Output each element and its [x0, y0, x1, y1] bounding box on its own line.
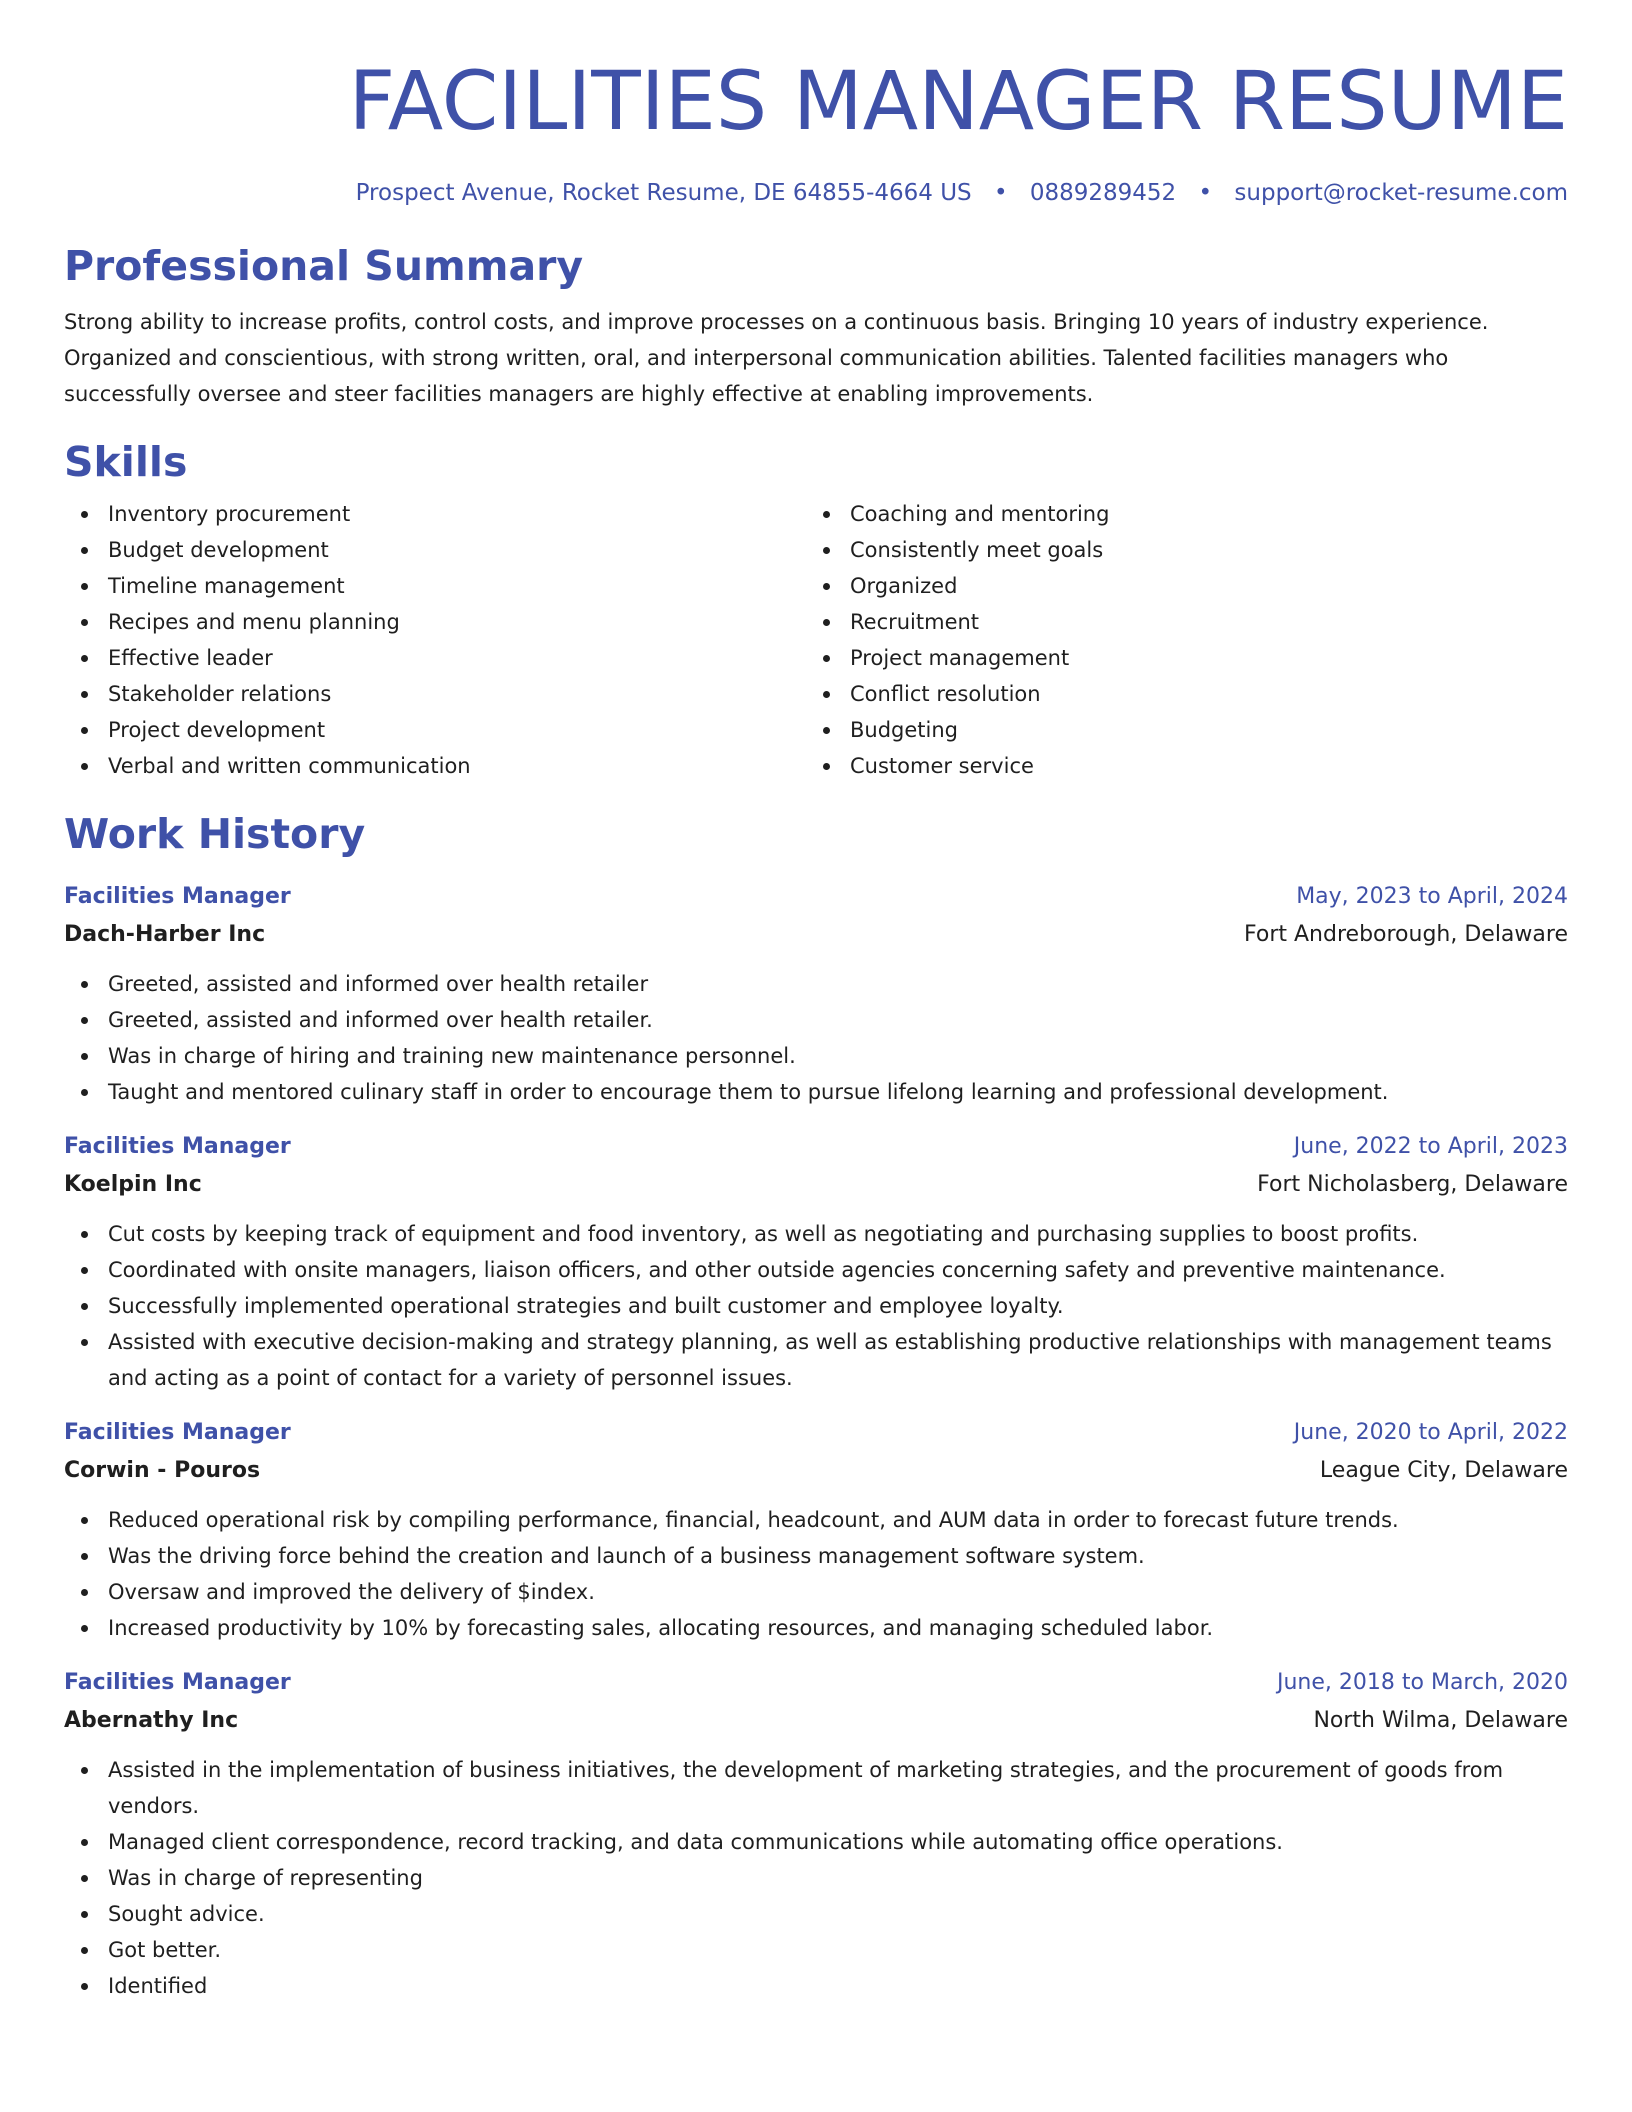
- job-header-row: [64, 1664, 1568, 1702]
- job-bullet: Successfully implemented operational strategies and built customer and employee loyalty.: [64, 1288, 1568, 1324]
- job-bullet: Greeted, assisted and informed over health retailer: [64, 966, 1568, 1002]
- job-bullet: Coordinated with onsite managers, liaison officers, and other outside agencies concerning safety and preventive maintenance.: [64, 1252, 1568, 1288]
- contact-email[interactable]: support@rocket-resume.com: [1234, 180, 1568, 206]
- skills-right-column: [806, 496, 1548, 784]
- job-role: Facilities Manager: [64, 1420, 291, 1445]
- job-bullets: [64, 1752, 1568, 2004]
- skills-columns: [64, 496, 1568, 784]
- job-bullets: [64, 966, 1568, 1110]
- summary-text: Strong ability to increase profits, control costs, and improve processes on a continuous basis. Bringing 10 years of industry experience. Organized and conscientious, with strong written, oral, and interpersonal communication abilities. Talented facilities managers who successfully oversee and steer facilities managers are highly effective at enabling improvements.: [64, 310, 1489, 406]
- job-bullet: Reduced operational risk by compiling performance, financial, headcount, and AUM data in order to forecast future trends.: [64, 1502, 1568, 1538]
- summary-heading: Professional Summary: [64, 242, 584, 290]
- job-role: Facilities Manager: [64, 1670, 291, 1695]
- resume-title: FACILITIES MANAGER RESUME: [348, 55, 1568, 149]
- job-entry: [64, 878, 1568, 1110]
- job-bullet: Identified: [64, 1968, 1568, 2004]
- job-location: North Wilma, Delaware: [1313, 1708, 1568, 1733]
- job-bullet: Got better.: [64, 1932, 1568, 1968]
- skill-item: Customer service: [806, 748, 1548, 784]
- skill-item: Project management: [806, 640, 1548, 676]
- job-dates: June, 2022 to April, 2023: [1293, 1134, 1568, 1159]
- contact-separator: •: [993, 180, 1008, 206]
- job-company-row: [64, 1452, 1568, 1490]
- job-bullet: Greeted, assisted and informed over health retailer.: [64, 1002, 1568, 1038]
- job-bullet: Was the driving force behind the creation and launch of a business management software system.: [64, 1538, 1568, 1574]
- job-bullet: Taught and mentored culinary staff in order to encourage them to pursue lifelong learning and professional development.: [64, 1074, 1568, 1110]
- job-bullets: [64, 1502, 1568, 1646]
- skills-left-column: [64, 496, 806, 784]
- job-company: Corwin - Pouros: [64, 1458, 261, 1483]
- job-entry: [64, 1414, 1568, 1646]
- skill-item: Inventory procurement: [64, 496, 806, 532]
- skill-item: Timeline management: [64, 568, 806, 604]
- work-history-heading: Work History: [64, 810, 366, 858]
- skills-heading: Skills: [64, 438, 188, 486]
- job-company: Abernathy Inc: [64, 1708, 239, 1733]
- job-company-row: [64, 1702, 1568, 1740]
- job-bullet: Increased productivity by 10% by forecasting sales, allocating resources, and managing scheduled labor.: [64, 1610, 1568, 1646]
- job-location: League City, Delaware: [1319, 1458, 1568, 1483]
- skill-item: Recruitment: [806, 604, 1548, 640]
- contact-phone: 0889289452: [1029, 180, 1177, 206]
- job-role: Facilities Manager: [64, 884, 291, 909]
- skill-item: Budgeting: [806, 712, 1548, 748]
- contact-line: [64, 176, 1568, 210]
- job-dates: June, 2018 to March, 2020: [1277, 1670, 1568, 1695]
- job-role: Facilities Manager: [64, 1134, 291, 1159]
- job-bullet: Cut costs by keeping track of equipment and food inventory, as well as negotiating and purchasing supplies to boost profits.: [64, 1216, 1568, 1252]
- skill-item: Project development: [64, 712, 806, 748]
- job-dates: May, 2023 to April, 2024: [1296, 884, 1568, 909]
- skill-item: Conflict resolution: [806, 676, 1548, 712]
- resume-header: [64, 0, 1568, 210]
- skill-item: Effective leader: [64, 640, 806, 676]
- skill-item: Stakeholder relations: [64, 676, 806, 712]
- job-header-row: [64, 878, 1568, 916]
- job-bullet: Sought advice.: [64, 1896, 1568, 1932]
- job-bullet: Was in charge of hiring and training new maintenance personnel.: [64, 1038, 1568, 1074]
- job-bullet: Assisted with executive decision-making and strategy planning, as well as establishing productive relationships with management teams and acting as a point of contact for a variety of personnel issues.: [64, 1324, 1568, 1396]
- skill-item: Recipes and menu planning: [64, 604, 806, 640]
- job-header-row: [64, 1414, 1568, 1452]
- job-company-row: [64, 916, 1568, 954]
- job-header-row: [64, 1128, 1568, 1166]
- job-dates: June, 2020 to April, 2022: [1293, 1420, 1568, 1445]
- skill-item: Coaching and mentoring: [806, 496, 1548, 532]
- contact-address: Prospect Avenue, Rocket Resume, DE 64855-4664 US: [355, 180, 972, 206]
- job-bullet: Was in charge of representing: [64, 1860, 1568, 1896]
- job-bullet: Assisted in the implementation of business initiatives, the development of marketing strategies, and the procurement of goods from vendors.: [64, 1752, 1568, 1824]
- job-company: Dach-Harber Inc: [64, 922, 266, 947]
- job-bullet: Oversaw and improved the delivery of $index.: [64, 1574, 1568, 1610]
- skill-item: Verbal and written communication: [64, 748, 806, 784]
- skill-item: Budget development: [64, 532, 806, 568]
- job-company-row: [64, 1166, 1568, 1204]
- job-location: Fort Andreborough, Delaware: [1244, 922, 1568, 947]
- job-company: Koelpin Inc: [64, 1172, 202, 1197]
- job-entry: [64, 1128, 1568, 1396]
- job-bullet: Managed client correspondence, record tracking, and data communications while automating office operations.: [64, 1824, 1568, 1860]
- job-bullets: [64, 1216, 1568, 1396]
- job-location: Fort Nicholasberg, Delaware: [1257, 1172, 1568, 1197]
- contact-separator: •: [1198, 180, 1213, 206]
- resume-page: [64, 0, 1568, 2004]
- skill-item: Consistently meet goals: [806, 532, 1548, 568]
- skill-item: Organized: [806, 568, 1548, 604]
- job-entry: [64, 1664, 1568, 2004]
